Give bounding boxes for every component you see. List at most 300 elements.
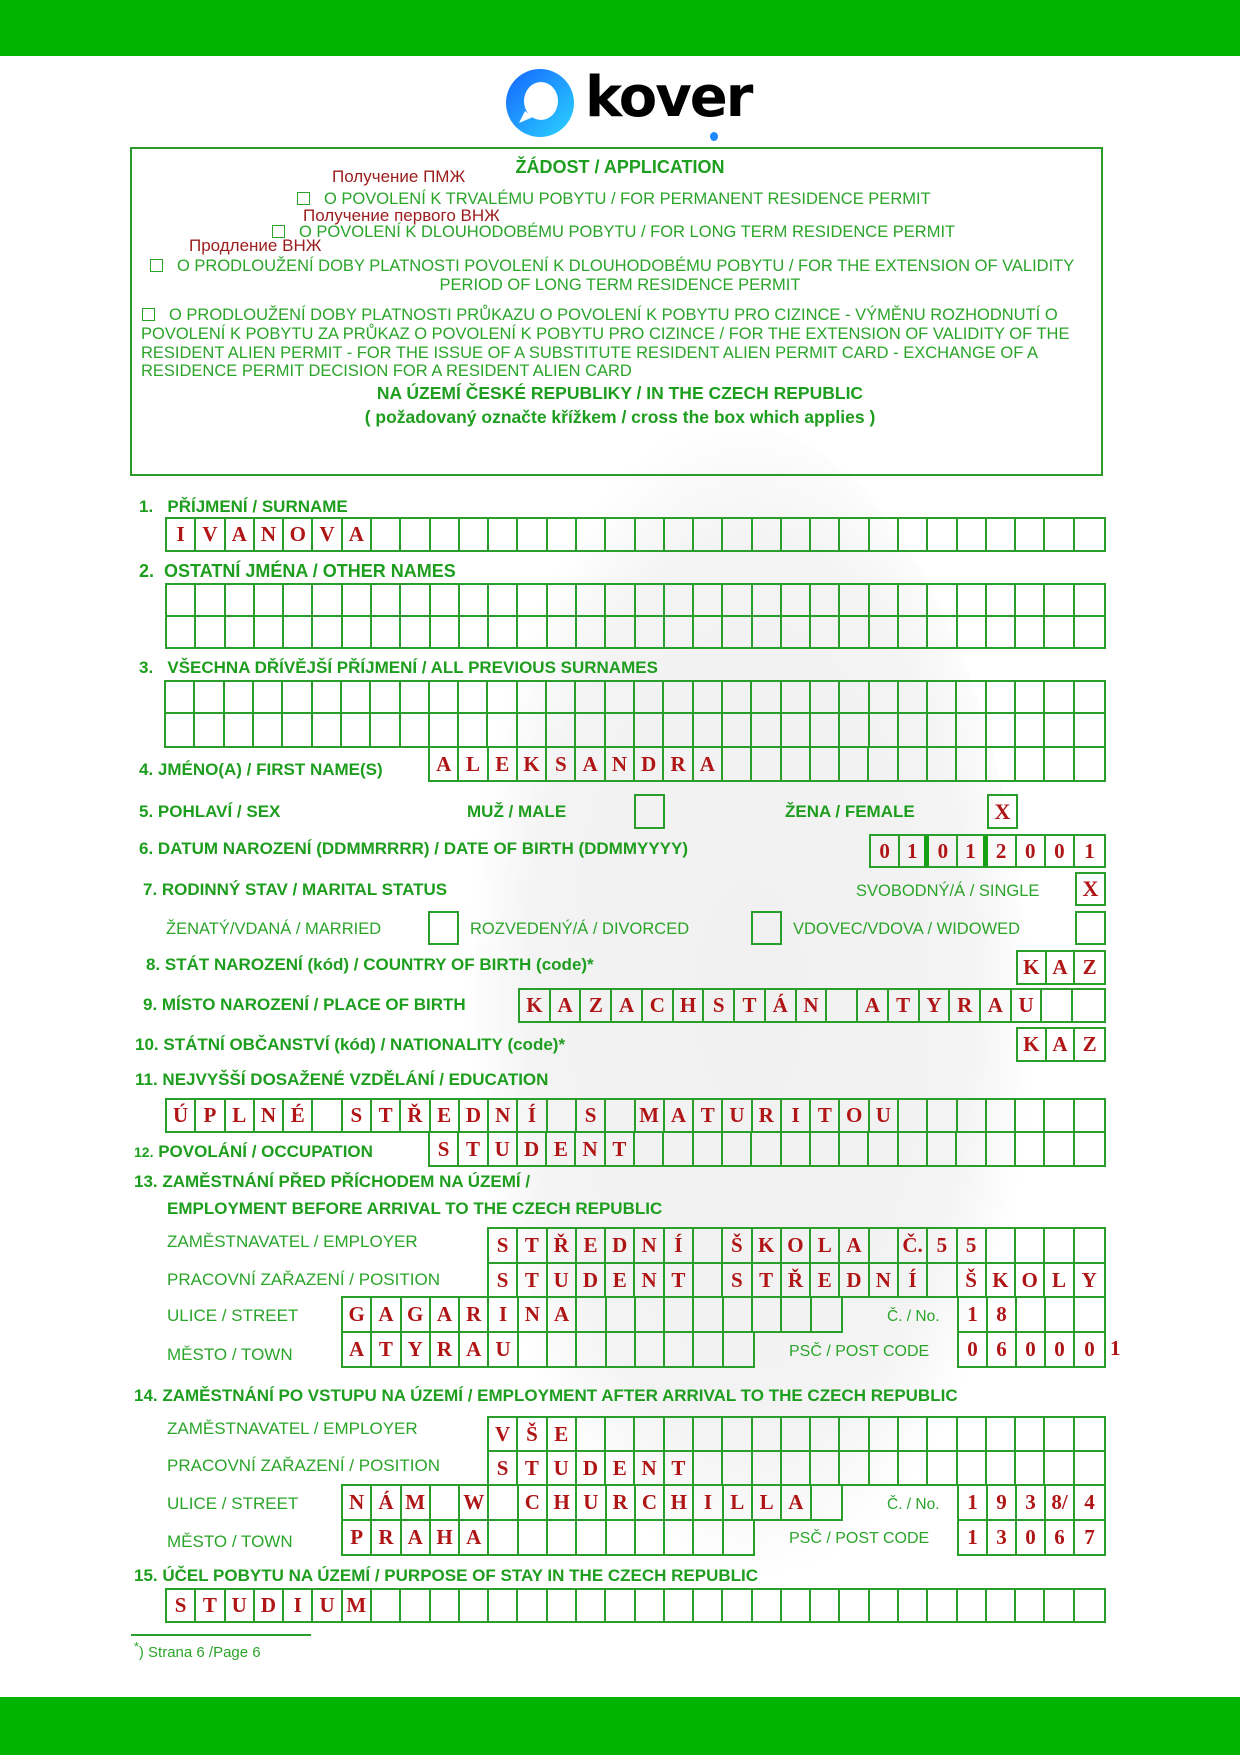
emp-before-town-grid[interactable] <box>341 1331 755 1368</box>
grid-cell[interactable]: U <box>870 1100 899 1131</box>
grid-cell[interactable] <box>724 1298 753 1331</box>
emp-before-postcode-grid[interactable] <box>957 1331 1106 1368</box>
grid-cell[interactable]: A <box>431 1298 460 1331</box>
grid-cell[interactable]: Č. <box>899 1229 928 1262</box>
grid-cell[interactable]: 1 <box>958 836 987 866</box>
grid-cell[interactable] <box>1075 585 1104 615</box>
grid-cell[interactable] <box>811 1133 840 1165</box>
grid-cell[interactable]: E <box>431 1100 460 1131</box>
grid-cell[interactable] <box>665 1298 694 1331</box>
grid-cell[interactable]: D <box>255 1590 284 1621</box>
grid-cell[interactable]: T <box>665 1264 694 1296</box>
grid-cell[interactable]: N <box>489 1100 518 1131</box>
grid-cell[interactable] <box>606 1590 635 1621</box>
grid-cell[interactable] <box>724 1333 753 1366</box>
grid-cell[interactable] <box>401 585 430 615</box>
grid-cell[interactable] <box>577 1521 606 1554</box>
grid-cell[interactable] <box>957 1133 986 1165</box>
grid-cell[interactable] <box>1046 1298 1075 1331</box>
grid-cell[interactable]: A <box>430 748 459 780</box>
grid-cell[interactable]: T <box>694 1100 723 1131</box>
grid-cell[interactable] <box>1016 1418 1045 1450</box>
grid-cell[interactable] <box>606 519 635 550</box>
grid-cell[interactable]: 0 <box>1046 836 1075 866</box>
grid-cell[interactable] <box>958 585 987 615</box>
other-names-grid-row1[interactable] <box>165 583 1106 617</box>
grid-cell[interactable] <box>1075 1100 1104 1131</box>
grid-cell[interactable]: A <box>548 1298 577 1331</box>
grid-cell[interactable] <box>987 1452 1016 1484</box>
divorced-checkbox[interactable] <box>751 911 782 945</box>
grid-cell[interactable] <box>723 519 752 550</box>
grid-cell[interactable] <box>752 748 781 780</box>
grid-cell[interactable]: S <box>704 990 735 1021</box>
grid-cell[interactable]: T <box>606 1133 635 1165</box>
grid-cell[interactable] <box>401 682 430 712</box>
grid-cell[interactable] <box>840 1590 869 1621</box>
grid-cell[interactable]: T <box>518 1264 547 1296</box>
grid-cell[interactable] <box>313 714 342 746</box>
grid-cell[interactable]: Í <box>665 1229 694 1262</box>
grid-cell[interactable] <box>782 1590 811 1621</box>
grid-cell[interactable] <box>694 1229 723 1262</box>
grid-cell[interactable] <box>753 1452 782 1484</box>
grid-cell[interactable]: L <box>753 1486 782 1519</box>
grid-cell[interactable]: I <box>167 519 196 550</box>
grid-cell[interactable] <box>724 1521 753 1554</box>
grid-cell[interactable] <box>1045 1100 1074 1131</box>
grid-cell[interactable] <box>987 1133 1016 1165</box>
grid-cell[interactable] <box>518 1590 547 1621</box>
grid-cell[interactable]: K <box>753 1229 782 1262</box>
grid-cell[interactable] <box>1045 519 1074 550</box>
grid-cell[interactable]: A <box>372 1298 401 1331</box>
grid-cell[interactable] <box>1073 990 1104 1021</box>
surname-grid[interactable] <box>165 517 1106 552</box>
grid-cell[interactable]: U <box>489 1133 518 1165</box>
grid-cell[interactable] <box>928 1100 957 1131</box>
grid-cell[interactable] <box>372 585 401 615</box>
grid-cell[interactable] <box>226 617 255 647</box>
grid-cell[interactable] <box>1075 714 1104 746</box>
grid-cell[interactable]: U <box>723 1100 752 1131</box>
grid-cell[interactable] <box>958 1418 987 1450</box>
grid-cell[interactable] <box>343 617 372 647</box>
grid-cell[interactable] <box>636 1333 665 1366</box>
grid-cell[interactable] <box>812 1298 841 1331</box>
grid-cell[interactable] <box>840 1452 869 1484</box>
grid-cell[interactable] <box>958 519 987 550</box>
grid-cell[interactable] <box>811 519 840 550</box>
grid-cell[interactable]: Á <box>372 1486 401 1519</box>
grid-cell[interactable] <box>488 714 517 746</box>
emp-after-postcode-grid[interactable] <box>957 1519 1106 1556</box>
grid-cell[interactable]: W <box>460 1486 489 1519</box>
grid-cell[interactable] <box>255 617 284 647</box>
grid-cell[interactable] <box>313 617 342 647</box>
grid-cell[interactable] <box>518 617 547 647</box>
grid-cell[interactable] <box>1075 519 1104 550</box>
grid-cell[interactable] <box>460 519 489 550</box>
grid-cell[interactable]: S <box>489 1229 518 1262</box>
grid-cell[interactable]: U <box>548 1452 577 1484</box>
grid-cell[interactable] <box>811 617 840 647</box>
grid-cell[interactable]: T <box>518 1452 547 1484</box>
grid-cell[interactable] <box>518 682 547 712</box>
grid-cell[interactable] <box>577 1333 606 1366</box>
grid-cell[interactable] <box>1075 1452 1104 1484</box>
grid-cell[interactable] <box>811 748 840 780</box>
grid-cell[interactable]: O <box>840 1100 869 1131</box>
grid-cell[interactable]: 1 <box>959 1298 988 1331</box>
grid-cell[interactable] <box>430 714 459 746</box>
grid-cell[interactable] <box>1075 1229 1104 1262</box>
grid-cell[interactable] <box>928 1452 957 1484</box>
grid-cell[interactable]: Í <box>899 1264 928 1296</box>
grid-cell[interactable] <box>1016 519 1045 550</box>
grid-cell[interactable] <box>606 1418 635 1450</box>
grid-cell[interactable] <box>694 617 723 647</box>
grid-cell[interactable]: A <box>226 519 255 550</box>
grid-cell[interactable] <box>958 1452 987 1484</box>
grid-cell[interactable]: N <box>635 1229 664 1262</box>
grid-cell[interactable] <box>811 585 840 615</box>
grid-cell[interactable]: Á <box>766 990 797 1021</box>
grid-cell[interactable] <box>636 1298 665 1331</box>
grid-cell[interactable]: 0 <box>1017 836 1046 866</box>
grid-cell[interactable] <box>987 617 1016 647</box>
grid-cell[interactable] <box>811 1590 840 1621</box>
grid-cell[interactable] <box>870 617 899 647</box>
grid-cell[interactable]: A <box>402 1521 431 1554</box>
grid-cell[interactable] <box>1045 1133 1074 1165</box>
emp-before-position-grid[interactable] <box>487 1262 1106 1298</box>
grid-cell[interactable]: É <box>284 1100 313 1131</box>
grid-cell[interactable] <box>723 682 752 712</box>
grid-cell[interactable] <box>1045 1229 1074 1262</box>
grid-cell[interactable] <box>459 714 488 746</box>
grid-cell[interactable] <box>431 519 460 550</box>
option-card-extension[interactable] <box>142 306 1058 325</box>
purpose-grid[interactable] <box>165 1588 1106 1623</box>
grid-cell[interactable] <box>723 1452 752 1484</box>
grid-cell[interactable] <box>313 1100 342 1131</box>
grid-cell[interactable]: A <box>343 1333 372 1366</box>
grid-cell[interactable]: L <box>226 1100 255 1131</box>
grid-cell[interactable] <box>869 748 898 780</box>
grid-cell[interactable] <box>840 585 869 615</box>
grid-cell[interactable] <box>752 682 781 712</box>
grid-cell[interactable] <box>576 682 605 712</box>
grid-cell[interactable]: 7 <box>1084 1525 1095 1549</box>
grid-cell[interactable] <box>753 585 782 615</box>
grid-cell[interactable]: N <box>343 1486 372 1519</box>
grid-cell[interactable] <box>1075 1418 1104 1450</box>
grid-cell[interactable] <box>1016 1452 1045 1484</box>
grid-cell[interactable]: E <box>577 1229 606 1262</box>
grid-cell[interactable]: D <box>840 1264 869 1296</box>
grid-cell[interactable] <box>431 1486 460 1519</box>
grid-cell[interactable]: Ř <box>548 1229 577 1262</box>
grid-cell[interactable]: O <box>284 519 313 550</box>
grid-cell[interactable] <box>371 682 400 712</box>
grid-cell[interactable] <box>694 682 723 712</box>
grid-cell[interactable] <box>899 1100 928 1131</box>
grid-cell[interactable] <box>899 519 928 550</box>
grid-cell[interactable] <box>782 1298 811 1331</box>
grid-cell[interactable] <box>636 1590 665 1621</box>
grid-cell[interactable] <box>665 1521 694 1554</box>
grid-cell[interactable]: T <box>518 1229 547 1262</box>
grid-cell[interactable] <box>195 682 224 712</box>
grid-cell[interactable]: L <box>724 1486 753 1519</box>
grid-cell[interactable] <box>431 1590 460 1621</box>
grid-cell[interactable]: 1 <box>959 1486 988 1519</box>
grid-cell[interactable] <box>782 519 811 550</box>
grid-cell[interactable]: Z <box>1082 955 1097 979</box>
grid-cell[interactable] <box>723 1590 752 1621</box>
widowed-checkbox[interactable] <box>1075 911 1106 945</box>
grid-cell[interactable]: A <box>612 990 643 1021</box>
grid-cell[interactable] <box>606 1100 635 1131</box>
grid-cell[interactable] <box>1075 1298 1104 1331</box>
grid-cell[interactable] <box>1016 1133 1045 1165</box>
grid-cell[interactable]: U <box>548 1264 577 1296</box>
emp-before-no-grid[interactable] <box>957 1296 1106 1333</box>
previous-surnames-grid-row2[interactable] <box>164 712 1106 748</box>
grid-cell[interactable] <box>1016 1590 1045 1621</box>
grid-cell[interactable]: 8 <box>988 1298 1017 1331</box>
grid-cell[interactable] <box>460 617 489 647</box>
grid-cell[interactable] <box>958 617 987 647</box>
grid-cell[interactable]: V <box>313 519 342 550</box>
grid-cell[interactable]: D <box>606 1229 635 1262</box>
grid-cell[interactable] <box>782 1418 811 1450</box>
education-grid[interactable] <box>165 1098 1106 1133</box>
grid-cell[interactable] <box>636 1521 665 1554</box>
grid-cell[interactable]: T <box>889 990 920 1021</box>
grid-cell[interactable]: A <box>460 1521 489 1554</box>
grid-cell[interactable] <box>870 1590 899 1621</box>
grid-cell[interactable] <box>431 617 460 647</box>
grid-cell[interactable]: Ř <box>782 1264 811 1296</box>
grid-cell[interactable] <box>694 1418 723 1450</box>
grid-cell[interactable] <box>372 1590 401 1621</box>
grid-cell[interactable]: I <box>284 1590 313 1621</box>
grid-cell[interactable] <box>899 585 928 615</box>
grid-cell[interactable] <box>518 714 547 746</box>
grid-cell[interactable] <box>694 1264 723 1296</box>
grid-cell[interactable]: L <box>1045 1264 1074 1296</box>
emp-after-street-grid[interactable] <box>341 1484 843 1521</box>
grid-cell[interactable] <box>518 519 547 550</box>
female-checkbox[interactable]: X <box>987 794 1018 829</box>
grid-cell[interactable] <box>488 682 517 712</box>
grid-cell[interactable] <box>225 714 254 746</box>
married-checkbox[interactable] <box>428 911 459 945</box>
grid-cell[interactable] <box>987 1590 1016 1621</box>
grid-cell[interactable] <box>577 519 606 550</box>
grid-cell[interactable] <box>1075 1133 1104 1165</box>
grid-cell[interactable]: A <box>665 1100 694 1131</box>
grid-cell[interactable]: K <box>1018 1029 1047 1060</box>
grid-cell[interactable] <box>576 714 605 746</box>
grid-cell[interactable] <box>548 1590 577 1621</box>
grid-cell[interactable]: C <box>519 1486 548 1519</box>
grid-cell[interactable] <box>753 519 782 550</box>
grid-cell[interactable]: I <box>694 1486 723 1519</box>
grid-cell[interactable] <box>1075 682 1104 712</box>
nationality-grid[interactable] <box>1016 1027 1106 1062</box>
grid-cell[interactable]: Š <box>723 1229 752 1262</box>
grid-cell[interactable] <box>811 1452 840 1484</box>
grid-cell[interactable]: U <box>489 1333 518 1366</box>
grid-cell[interactable]: 5 <box>958 1229 987 1262</box>
grid-cell[interactable] <box>489 519 518 550</box>
grid-cell[interactable] <box>753 1418 782 1450</box>
grid-cell[interactable] <box>782 617 811 647</box>
grid-cell[interactable] <box>548 585 577 615</box>
emp-before-street-grid[interactable] <box>341 1296 843 1333</box>
grid-cell[interactable] <box>812 1486 841 1519</box>
grid-cell[interactable] <box>283 714 312 746</box>
grid-cell[interactable] <box>196 585 225 615</box>
grid-cell[interactable] <box>958 1590 987 1621</box>
grid-cell[interactable] <box>313 585 342 615</box>
grid-cell[interactable] <box>694 1521 723 1554</box>
grid-cell[interactable]: N <box>255 1100 284 1131</box>
checkbox-card-extension[interactable] <box>142 308 155 321</box>
grid-cell[interactable] <box>401 519 430 550</box>
grid-cell[interactable]: N <box>797 990 828 1021</box>
grid-cell[interactable]: 6 <box>988 1333 1017 1366</box>
grid-cell[interactable]: Š <box>958 1264 987 1296</box>
grid-cell[interactable] <box>460 585 489 615</box>
grid-cell[interactable]: K <box>518 748 547 780</box>
grid-cell[interactable] <box>928 714 957 746</box>
grid-cell[interactable] <box>1045 1590 1074 1621</box>
grid-cell[interactable] <box>987 748 1016 780</box>
grid-cell[interactable]: R <box>372 1521 401 1554</box>
grid-cell[interactable] <box>606 585 635 615</box>
single-checkbox[interactable]: X <box>1075 872 1106 906</box>
grid-cell[interactable] <box>166 714 195 746</box>
grid-cell[interactable]: R <box>753 1100 782 1131</box>
grid-cell[interactable] <box>607 1521 636 1554</box>
grid-cell[interactable] <box>840 682 869 712</box>
grid-cell[interactable]: H <box>431 1521 460 1554</box>
grid-cell[interactable]: A <box>551 990 582 1021</box>
grid-cell[interactable] <box>782 748 811 780</box>
grid-cell[interactable] <box>928 748 957 780</box>
grid-cell[interactable] <box>547 682 576 712</box>
grid-cell[interactable] <box>899 682 928 712</box>
grid-cell[interactable] <box>987 1418 1016 1450</box>
grid-cell[interactable]: E <box>811 1264 840 1296</box>
grid-cell[interactable]: K <box>520 990 551 1021</box>
grid-cell[interactable] <box>723 1418 752 1450</box>
grid-cell[interactable] <box>811 682 840 712</box>
grid-cell[interactable] <box>284 585 313 615</box>
checkbox-permanent[interactable] <box>297 192 310 205</box>
grid-cell[interactable] <box>635 714 664 746</box>
grid-cell[interactable] <box>928 1133 957 1165</box>
grid-cell[interactable]: 0 <box>1084 1337 1095 1361</box>
grid-cell[interactable]: V <box>196 519 225 550</box>
grid-cell[interactable]: R <box>431 1333 460 1366</box>
grid-cell[interactable] <box>372 617 401 647</box>
grid-cell[interactable] <box>489 1590 518 1621</box>
grid-cell[interactable] <box>899 1418 928 1450</box>
grid-cell[interactable] <box>928 1418 957 1450</box>
grid-cell[interactable]: R <box>664 748 693 780</box>
grid-cell[interactable] <box>577 617 606 647</box>
grid-cell[interactable]: S <box>167 1590 196 1621</box>
grid-cell[interactable]: N <box>870 1264 899 1296</box>
grid-cell[interactable] <box>636 519 665 550</box>
grid-cell[interactable]: A <box>1047 952 1076 983</box>
grid-cell[interactable] <box>1075 617 1104 647</box>
grid-cell[interactable]: D <box>518 1133 547 1165</box>
grid-cell[interactable] <box>577 585 606 615</box>
grid-cell[interactable] <box>1017 1298 1046 1331</box>
grid-cell[interactable] <box>665 585 694 615</box>
grid-cell[interactable]: T <box>811 1100 840 1131</box>
grid-cell[interactable]: O <box>782 1229 811 1262</box>
grid-cell[interactable] <box>782 585 811 615</box>
grid-cell[interactable] <box>254 682 283 712</box>
grid-cell[interactable] <box>782 682 811 712</box>
grid-cell[interactable] <box>607 1333 636 1366</box>
grid-cell[interactable] <box>957 714 986 746</box>
grid-cell[interactable]: 0 <box>1017 1521 1046 1554</box>
grid-cell[interactable] <box>987 1100 1016 1131</box>
grid-cell[interactable] <box>987 1229 1016 1262</box>
emp-before-employer-grid[interactable] <box>487 1227 1106 1264</box>
grid-cell[interactable]: U <box>313 1590 342 1621</box>
grid-cell[interactable]: D <box>577 1264 606 1296</box>
grid-cell[interactable]: 1 <box>900 836 929 866</box>
grid-cell[interactable] <box>782 1452 811 1484</box>
grid-cell[interactable] <box>870 585 899 615</box>
grid-cell[interactable] <box>547 714 576 746</box>
grid-cell[interactable]: T <box>459 1133 488 1165</box>
grid-cell[interactable] <box>548 1100 577 1131</box>
emp-after-town-grid[interactable] <box>341 1519 755 1556</box>
grid-cell[interactable] <box>342 714 371 746</box>
option-long-term-residence[interactable] <box>272 223 955 242</box>
grid-cell[interactable] <box>489 1521 518 1554</box>
grid-cell[interactable]: N <box>519 1298 548 1331</box>
place-of-birth-grid[interactable] <box>518 988 1106 1023</box>
grid-cell[interactable]: D <box>460 1100 489 1131</box>
grid-cell[interactable] <box>694 1590 723 1621</box>
grid-cell[interactable]: E <box>606 1264 635 1296</box>
grid-cell[interactable] <box>694 1452 723 1484</box>
grid-cell[interactable] <box>489 617 518 647</box>
grid-cell[interactable] <box>1045 617 1074 647</box>
grid-cell[interactable] <box>870 1229 899 1262</box>
grid-cell[interactable]: U <box>1012 990 1043 1021</box>
grid-cell[interactable]: E <box>547 1133 576 1165</box>
grid-cell[interactable]: A <box>782 1486 811 1519</box>
grid-cell[interactable]: 6 <box>1046 1521 1075 1554</box>
grid-cell[interactable] <box>548 1333 577 1366</box>
grid-cell[interactable]: 0 <box>1046 1333 1075 1366</box>
grid-cell[interactable]: 4 <box>1084 1490 1095 1514</box>
grid-cell[interactable]: H <box>665 1486 694 1519</box>
grid-cell[interactable]: S <box>430 1133 459 1165</box>
